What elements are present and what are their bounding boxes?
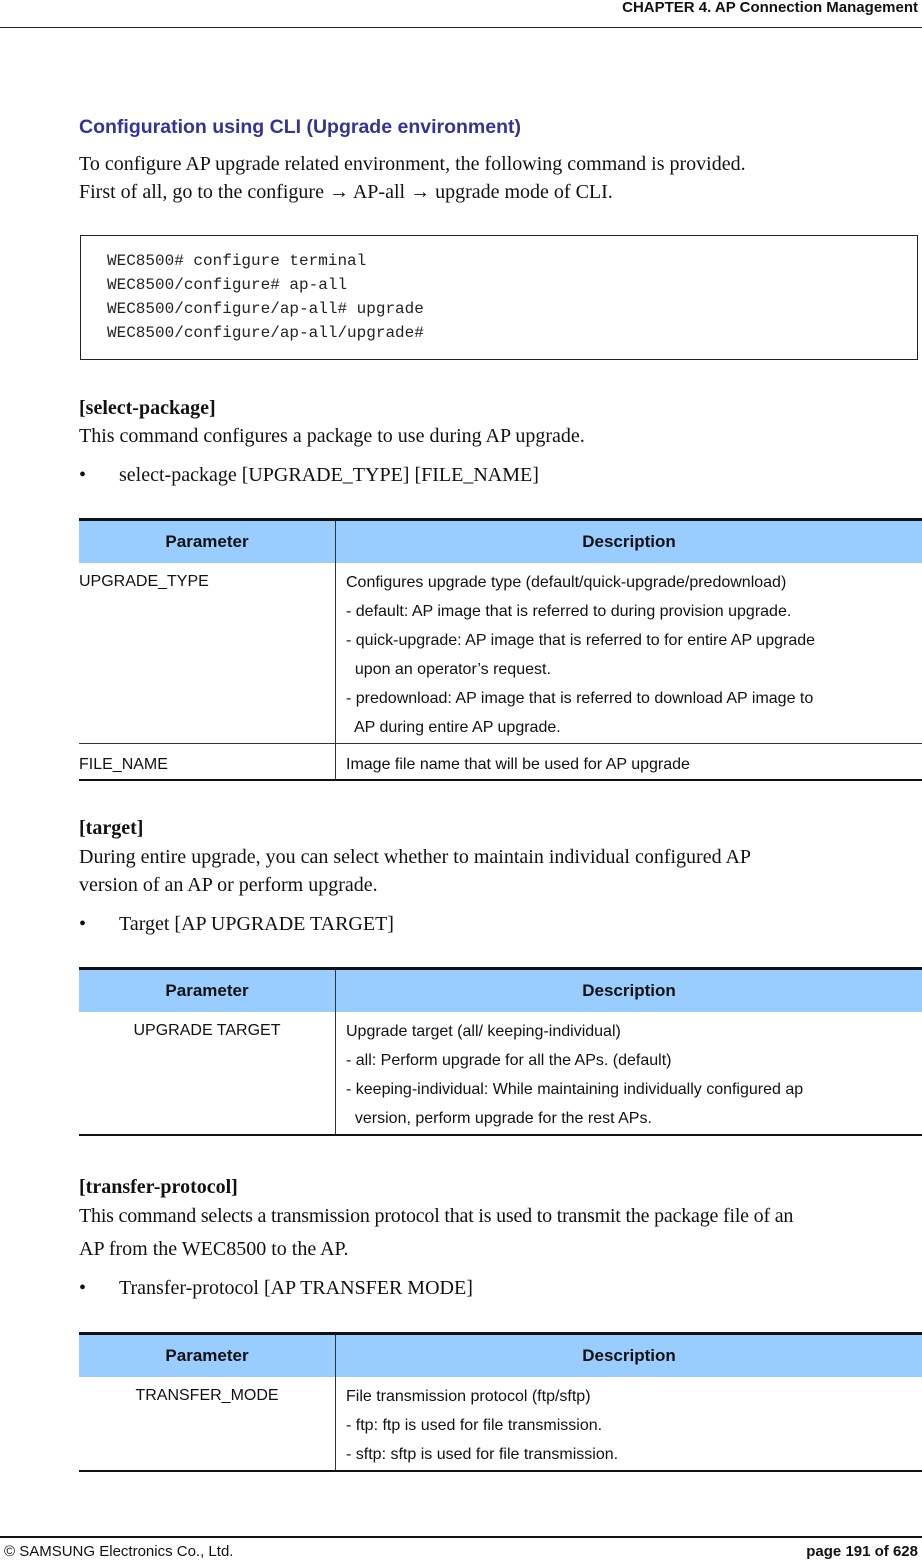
row-divider	[79, 743, 922, 744]
target-desc-2: version of an AP or perform upgrade.	[79, 874, 378, 896]
header-parameter: Parameter	[165, 532, 249, 551]
section-title: Configuration using CLI (Upgrade environment)	[79, 116, 521, 138]
desc-line: - all: Perform upgrade for all the APs. (default)	[346, 1052, 672, 1069]
code-line: WEC8500# configure terminal	[107, 252, 367, 270]
bullet-icon: •	[79, 464, 87, 486]
desc-line: Configures upgrade type (default/quick-upgrade/predownload)	[346, 574, 787, 591]
page-header	[0, 0, 922, 28]
desc-line: - predownload: AP image that is referred to download AP image to	[346, 690, 814, 707]
table-header-row	[79, 970, 922, 1012]
param-cell: TRANSFER_MODE	[135, 1387, 279, 1404]
select-package-heading: [select-package]	[79, 397, 216, 419]
code-line: WEC8500/configure/ap-all/upgrade#	[107, 324, 424, 342]
intro-line-2: First of all, go to the configure → AP-all → upgrade mode of CLI.	[79, 181, 613, 203]
column-divider	[335, 521, 336, 780]
table-bottom-border	[79, 779, 922, 781]
chapter-title: CHAPTER 4. AP Connection Management	[622, 0, 918, 16]
syntax-text: Target [AP UPGRADE TARGET]	[119, 913, 394, 935]
param-cell: FILE_NAME	[79, 756, 168, 773]
desc-line: Upgrade target (all/ keeping-individual)	[346, 1023, 621, 1040]
desc-line: upon an operator’s request.	[346, 661, 551, 678]
desc-line: AP during entire AP upgrade.	[346, 719, 561, 736]
header-description: Description	[582, 532, 676, 551]
transfer-protocol-desc-1: This command selects a transmission protocol that is used to transmit the package file of an	[79, 1205, 794, 1227]
header-description: Description	[582, 1346, 676, 1365]
target-heading: [target]	[79, 817, 144, 839]
table-bottom-border	[79, 1134, 922, 1136]
transfer-protocol-heading: [transfer-protocol]	[79, 1176, 238, 1198]
syntax-text: select-package [UPGRADE_TYPE] [FILE_NAME]	[119, 464, 539, 486]
desc-line: - keeping-individual: While maintaining individually configured ap	[346, 1081, 804, 1098]
param-cell: UPGRADE TARGET	[133, 1022, 281, 1039]
column-divider	[335, 970, 336, 1135]
footer-divider	[0, 1536, 922, 1538]
footer-page-number: page 191 of 628	[806, 1543, 918, 1560]
footer-copyright: © SAMSUNG Electronics Co., Ltd.	[4, 1543, 234, 1560]
header-parameter: Parameter	[165, 1346, 249, 1365]
desc-line: version, perform upgrade for the rest APs.	[346, 1110, 652, 1127]
table-header-row	[79, 1335, 922, 1377]
desc-line: - sftp: sftp is used for file transmission.	[346, 1446, 619, 1463]
table-bottom-border	[79, 1470, 922, 1472]
bullet-icon: •	[79, 913, 87, 935]
desc-line: - quick-upgrade: AP image that is referred to for entire AP upgrade	[346, 632, 816, 649]
column-divider	[335, 1335, 336, 1471]
intro-line-1: To configure AP upgrade related environment, the following command is provided.	[79, 153, 746, 175]
cli-code-box	[80, 235, 918, 360]
header-parameter: Parameter	[165, 981, 249, 1000]
code-line: WEC8500/configure# ap-all	[107, 276, 348, 294]
syntax-text: Transfer-protocol [AP TRANSFER MODE]	[119, 1277, 473, 1299]
bullet-icon: •	[79, 1277, 87, 1299]
desc-line: - default: AP image that is referred to during provision upgrade.	[346, 603, 792, 620]
desc-line: File transmission protocol (ftp/sftp)	[346, 1388, 591, 1405]
header-description: Description	[582, 981, 676, 1000]
transfer-protocol-desc-2: AP from the WEC8500 to the AP.	[79, 1238, 349, 1260]
select-package-desc: This command configures a package to use during AP upgrade.	[79, 425, 585, 447]
code-line: WEC8500/configure/ap-all# upgrade	[107, 300, 424, 318]
table-header-row	[79, 521, 922, 563]
target-desc-1: During entire upgrade, you can select whether to maintain individual configured AP	[79, 846, 752, 868]
desc-line: Image file name that will be used for AP upgrade	[346, 756, 690, 773]
param-cell: UPGRADE_TYPE	[79, 573, 209, 590]
desc-line: - ftp: ftp is used for file transmission.	[346, 1417, 603, 1434]
